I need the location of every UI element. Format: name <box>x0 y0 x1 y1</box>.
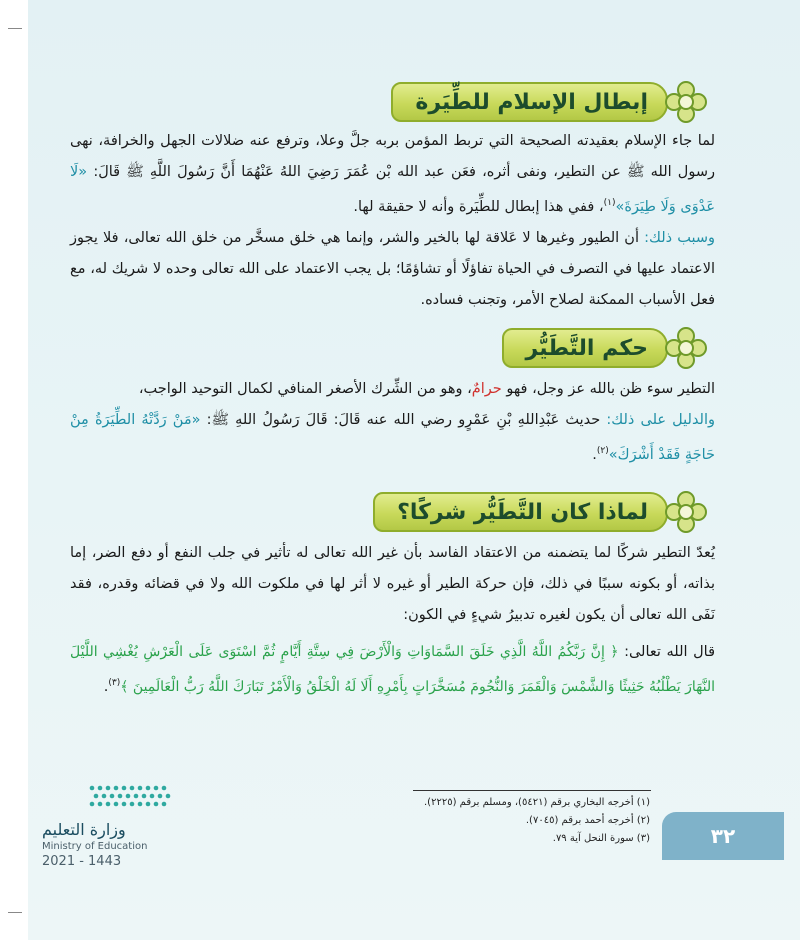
flower-ornament-icon <box>660 326 712 370</box>
ministry-name-arabic: وزارة التعليم <box>42 820 126 839</box>
page-number-tab <box>662 812 784 860</box>
highlight-word: حرامٌ <box>471 381 502 397</box>
flower-ornament-icon <box>660 490 712 534</box>
page-number: ٣٢ <box>710 824 736 848</box>
footnote-ref: (٢) <box>596 446 609 456</box>
paragraph <box>70 405 715 471</box>
section-body-3 <box>70 538 715 703</box>
section-body-1 <box>70 126 715 316</box>
ministry-logo-icon <box>86 782 178 816</box>
crop-mark <box>8 28 22 29</box>
ministry-name-english: Ministry of Education <box>42 841 148 852</box>
heading-title: إبطال الإسلام للطِّيَرة <box>415 89 648 115</box>
footnote-ref: (٣) <box>108 678 121 688</box>
footnote-ref: (١) <box>603 198 616 208</box>
paragraph <box>70 374 715 405</box>
paragraph <box>70 223 715 316</box>
flower-ornament-icon <box>660 80 712 124</box>
paragraph <box>70 126 715 223</box>
inline-label: وسبب ذلك: <box>644 229 716 246</box>
paragraph-text: ، وهو من الشِّرك الأصغر المنافي لكمال التوحيد الواجب، <box>138 381 472 397</box>
paragraph-text: أن الطيور وغيرها لا عَلاقة لها بالخير والشر، وإنما هي خلق مسخَّر من خلق الله تعالى، فلا يجوز الاعتماد عليها في التصرف في الحياة تفاؤلًا أو تشاؤمًا؛ بل يجب الاعتماد على الله تعالى وحده لا شريك له، مع فعل الأسباب الممكنة لصلاح الأمر، وتجنب فساده. <box>70 229 715 308</box>
crop-mark <box>8 912 22 913</box>
heading-bar <box>373 492 668 532</box>
footnote-divider <box>413 790 651 791</box>
paragraph-text: لما جاء الإسلام بعقيدته الصحيحة التي تربط المؤمن بربه جلَّ وعلا، وترفع عنه ضلالات الجهل والخرافة، نهى رسول الله ﷺ عن التطير، ونفى أثره، فعَن عبد الله بْن عُمَرَ رَضِيَ اللهُ عَنْهُمَا أَنَّ رَسُولَ اللَّهِ ﷺ قَالَ: <box>70 133 715 180</box>
footnote: (٢) أخرجه أحمد برقم (٧٠٤٥). <box>525 815 650 826</box>
inline-label: والدليل على ذلك: <box>606 412 716 428</box>
paragraph-text: حديث عَبْدِاللهِ بْنِ عَمْرٍو رضي الله عنه قَالَ: قَالَ رَسُولُ اللهِ ﷺ: <box>206 412 601 428</box>
paragraph-text: ، ففي هذا إبطال للطِّيَرة وأنه لا حقيقة لها. <box>353 198 604 215</box>
paragraph-text: . <box>103 678 109 695</box>
quran-verse: ﴿ إِنَّ رَبَّكُمُ اللَّهُ الَّذِي خَلَقَ السَّمَاوَاتِ وَالْأَرْضَ فِي سِتَّةِ أَيَّامٍ ثُمَّ اسْتَوَى عَلَى الْعَرْشِ يُغْشِي اللَّيْلَ النَّهَارَ يَطْلُبُهُ حَثِيثًا وَالشَّمْسَ وَالْقَمَرَ وَالنُّجُومَ مُسَخَّرَاتٍ بِأَمْرِهِ أَلَا لَهُ الْخَلْقُ وَالْأَمْرُ تَبَارَكَ اللَّهُ رَبُّ الْعَالَمِينَ ﴾ <box>70 644 715 695</box>
footnote: (٣) سورة النحل آية ٧٩. <box>552 833 650 844</box>
hadith-quote: «مَنْ رَدَّتْهُ الطِّيَرَةُ مِنْ حَاجَةٍ فَقَدْ أَشْرَكَ» <box>70 412 715 463</box>
section-heading-ruling <box>502 326 712 370</box>
footnote: (١) أخرجه البخاري برقم (٥٤٢١)، ومسلم برقم (٢٢٢٥). <box>424 797 650 808</box>
paragraph <box>70 637 715 703</box>
heading-bar <box>502 328 668 368</box>
paragraph: يُعدّ التطير شركًا لما يتضمنه من الاعتقاد الفاسد بأن غير الله تعالى له تأثير في جلب النفع أو دفع الضر، إما بذاته، أو بكونه سببًا في ذلك، فإن حركة الطير أو غيره لا أثر لها في ملكوت الله ولا في قضائه وقدره، فقد نَفَى الله تعالى أن يكون لغيره تدبيرُ شيءٍ في الكون: <box>70 545 715 623</box>
heading-title: لماذا كان التَّطَيُّر شركًا؟ <box>397 499 648 525</box>
hadith-quote: «لَا عَدْوَى وَلَا طِيَرَةَ» <box>70 164 715 215</box>
inline-label: قال الله تعالى: <box>624 644 716 660</box>
paragraph-text: التطير سوء ظن بالله عز وجل، فهو <box>506 381 715 397</box>
section-body-2 <box>70 374 715 471</box>
heading-title: حكم التَّطَيُّر <box>525 335 648 361</box>
paragraph-text: . <box>592 446 597 463</box>
section-heading-superstition-abolition <box>391 80 712 124</box>
edition-year: 2021 - 1443 <box>42 854 122 869</box>
heading-bar <box>391 82 668 122</box>
section-heading-why-shirk <box>373 490 712 534</box>
